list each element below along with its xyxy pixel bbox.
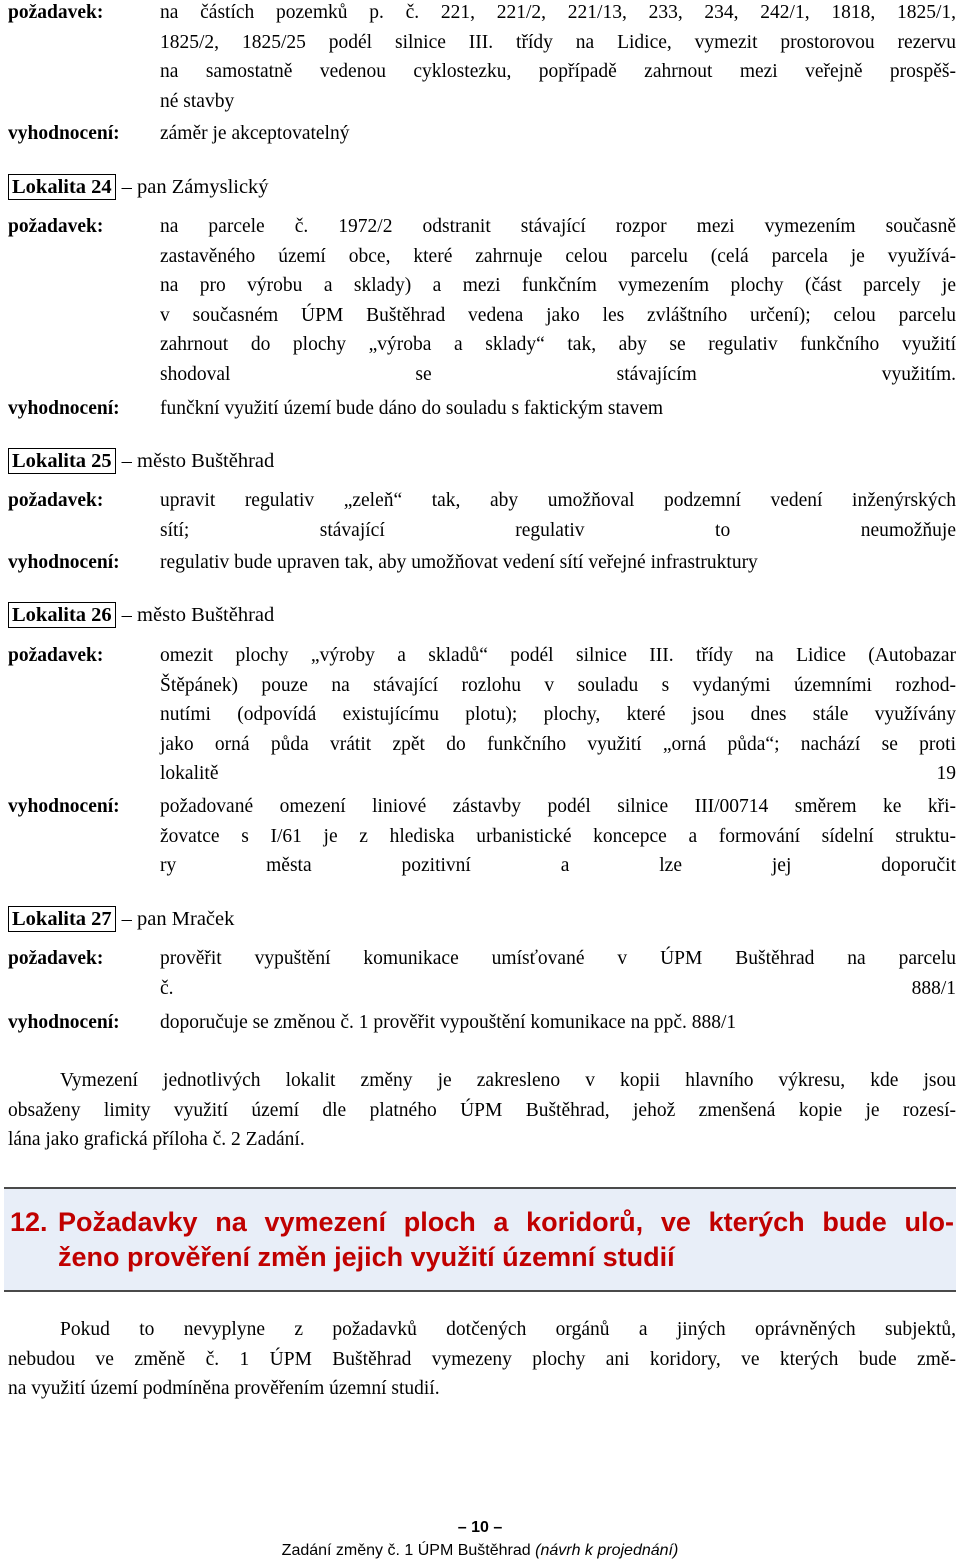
footer-title: Zadání změny č. 1 ÚPM Buštěhrad xyxy=(281,1542,531,1559)
requirement-label: požadavek: xyxy=(8,490,104,511)
text-line: sítí; stávající regulativ to neumožňuje xyxy=(160,519,956,541)
text-line: na částích pozemků p. č. 221, 221/2, 221/13, 233, 234, 242/1, 1818, 1825/1, xyxy=(160,2,956,23)
text-line: funčkní využití území bude dáno do souladu s faktickým stavem xyxy=(160,398,664,419)
footer-status: (návrh k projednání) xyxy=(535,1542,679,1559)
evaluation-text xyxy=(160,394,956,424)
requirement-label: požadavek: xyxy=(8,216,104,237)
text-line: požadované omezení liniové zástavby podél silnice III/00714 směrem ke kři- xyxy=(160,796,956,817)
section-title-line: Požadavky na vymezení ploch a koridorů, ve kterých bude ulo- xyxy=(58,1207,954,1237)
text-line: 1825/2, 1825/25 podél silnice III. třídy na Lidice, vymezit prostorovou rezervu xyxy=(160,31,956,53)
text-line: ry města pozitivní a lze jej doporučit xyxy=(160,855,956,876)
section-title xyxy=(58,1205,954,1275)
text-line: na samostatně vedenou cyklostezku, popřípadě zahrnout mezi veřejně prospěš- xyxy=(160,61,956,82)
text-line: jako orná půda vrátit zpět do funkčního využití „orná půda“; nachází se proti xyxy=(160,733,956,755)
text-line: zahrnout do plochy „výroba a sklady“ tak, aby se regulativ funkčního využití xyxy=(160,334,956,355)
text-line: prověřit vypuštění komunikace umísťované v ÚPM Buštěhrad na parcelu xyxy=(160,948,956,969)
lokalita-heading xyxy=(8,601,274,631)
text-line: regulativ bude upraven tak, aby umožňovat vedení sítí veřejné infrastruktury xyxy=(160,552,758,573)
text-line: obsaženy limity využití území dle platného ÚPM Buštěhrad, jehož zmenšená kopie je rozesí- xyxy=(8,1099,956,1121)
lokalita-heading xyxy=(8,447,274,477)
text-line: lokalitě 19 xyxy=(160,763,956,784)
text-line: v současném ÚPM Buštěhrad vedena jako les zvláštního určení); celou parcelu xyxy=(160,304,956,326)
evaluation-text xyxy=(160,548,956,578)
text-line: zastavěného území obce, které zahrnuje celou parcelu (celá parcela je využívá- xyxy=(160,245,956,267)
text-line: na parcele č. 1972/2 odstranit stávající rozpor mezi vymezením současně xyxy=(160,216,956,237)
page-number: – 10 – xyxy=(457,1519,503,1536)
text-line: shodoval se stávajícím využitím. xyxy=(160,363,956,385)
text-line: né stavby xyxy=(160,90,235,112)
lokalita-title: Lokalita 27 xyxy=(8,906,116,932)
evaluation-label: vyhodnocení: xyxy=(8,123,120,144)
requirement-text xyxy=(160,0,956,116)
evaluation-label: vyhodnocení: xyxy=(8,552,120,573)
text-line: na pro výrobu a sklady) a mezi funkčním vymezením plochy (část parcely je xyxy=(160,275,956,296)
text-line: Štěpánek) pouze na stávající rozlohu v souladu s vydanými územními rozhod- xyxy=(160,674,956,696)
text-line: žovatce s I/61 je z hlediska urbanistické koncepce a formování sídelní struktu- xyxy=(160,825,956,847)
lokalita-owner: – město Buštěhrad xyxy=(121,604,275,626)
body-paragraph xyxy=(8,1066,956,1155)
footer-document-title xyxy=(0,1542,960,1560)
text-line: č. 888/1 xyxy=(160,977,956,999)
requirement-label: požadavek: xyxy=(8,2,104,23)
requirement-label: požadavek: xyxy=(8,645,104,666)
text-line: na využití území podmíněna prověřením územní studií. xyxy=(8,1378,440,1399)
requirement-label: požadavek: xyxy=(8,948,104,969)
section-title-line: ženo prověření změn jejich využití územní studií xyxy=(58,1242,675,1272)
lokalita-heading xyxy=(8,173,269,203)
text-line: nebudou ve změně č. 1 ÚPM Buštěhrad vymezeny plochy ani koridory, ve kterých bude změ- xyxy=(8,1348,956,1370)
evaluation-text: záměr je akceptovatelný xyxy=(160,123,350,144)
evaluation-text xyxy=(160,1008,956,1038)
lokalita-owner: – pan Zámyslický xyxy=(121,176,269,198)
text-line: Vymezení jednotlivých lokalit změny je zakresleno v kopii hlavního výkresu, kde jsou xyxy=(60,1070,956,1091)
text-line: nutími (odpovídá existujícímu plotu); plochy, které jsou dnes stále využívány xyxy=(160,704,956,725)
requirement-text xyxy=(160,641,956,789)
requirement-text xyxy=(160,486,956,545)
lokalita-title: Lokalita 26 xyxy=(8,602,116,628)
evaluation-text xyxy=(160,792,956,881)
evaluation-label: vyhodnocení: xyxy=(8,796,120,817)
lokalita-title: Lokalita 24 xyxy=(8,174,116,200)
evaluation-label: vyhodnocení: xyxy=(8,1012,120,1033)
lokalita-owner: – město Buštěhrad xyxy=(121,450,275,472)
body-paragraph xyxy=(8,1315,956,1404)
text-line: doporučuje se změnou č. 1 prověřit vypouštění komunikace na ppč. 888/1 xyxy=(160,1012,737,1033)
text-line: Pokud to nevyplyne z požadavků dotčených orgánů a jiných oprávněných subjektů, xyxy=(60,1319,956,1340)
section-number: 12. xyxy=(10,1207,48,1237)
lokalita-title: Lokalita 25 xyxy=(8,448,116,474)
text-line: upravit regulativ „zeleň“ tak, aby umožňoval podzemní vedení inženýrských xyxy=(160,490,956,511)
requirement-text xyxy=(160,944,956,1003)
lokalita-owner: – pan Mraček xyxy=(121,908,235,930)
text-line: omezit plochy „výroby a skladů“ podél silnice III. třídy na Lidice (Autobazar xyxy=(160,645,956,666)
requirement-text xyxy=(160,212,956,389)
lokalita-heading xyxy=(8,905,234,935)
text-line: lána jako grafická příloha č. 2 Zadání. xyxy=(8,1129,305,1150)
evaluation-label: vyhodnocení: xyxy=(8,398,120,419)
